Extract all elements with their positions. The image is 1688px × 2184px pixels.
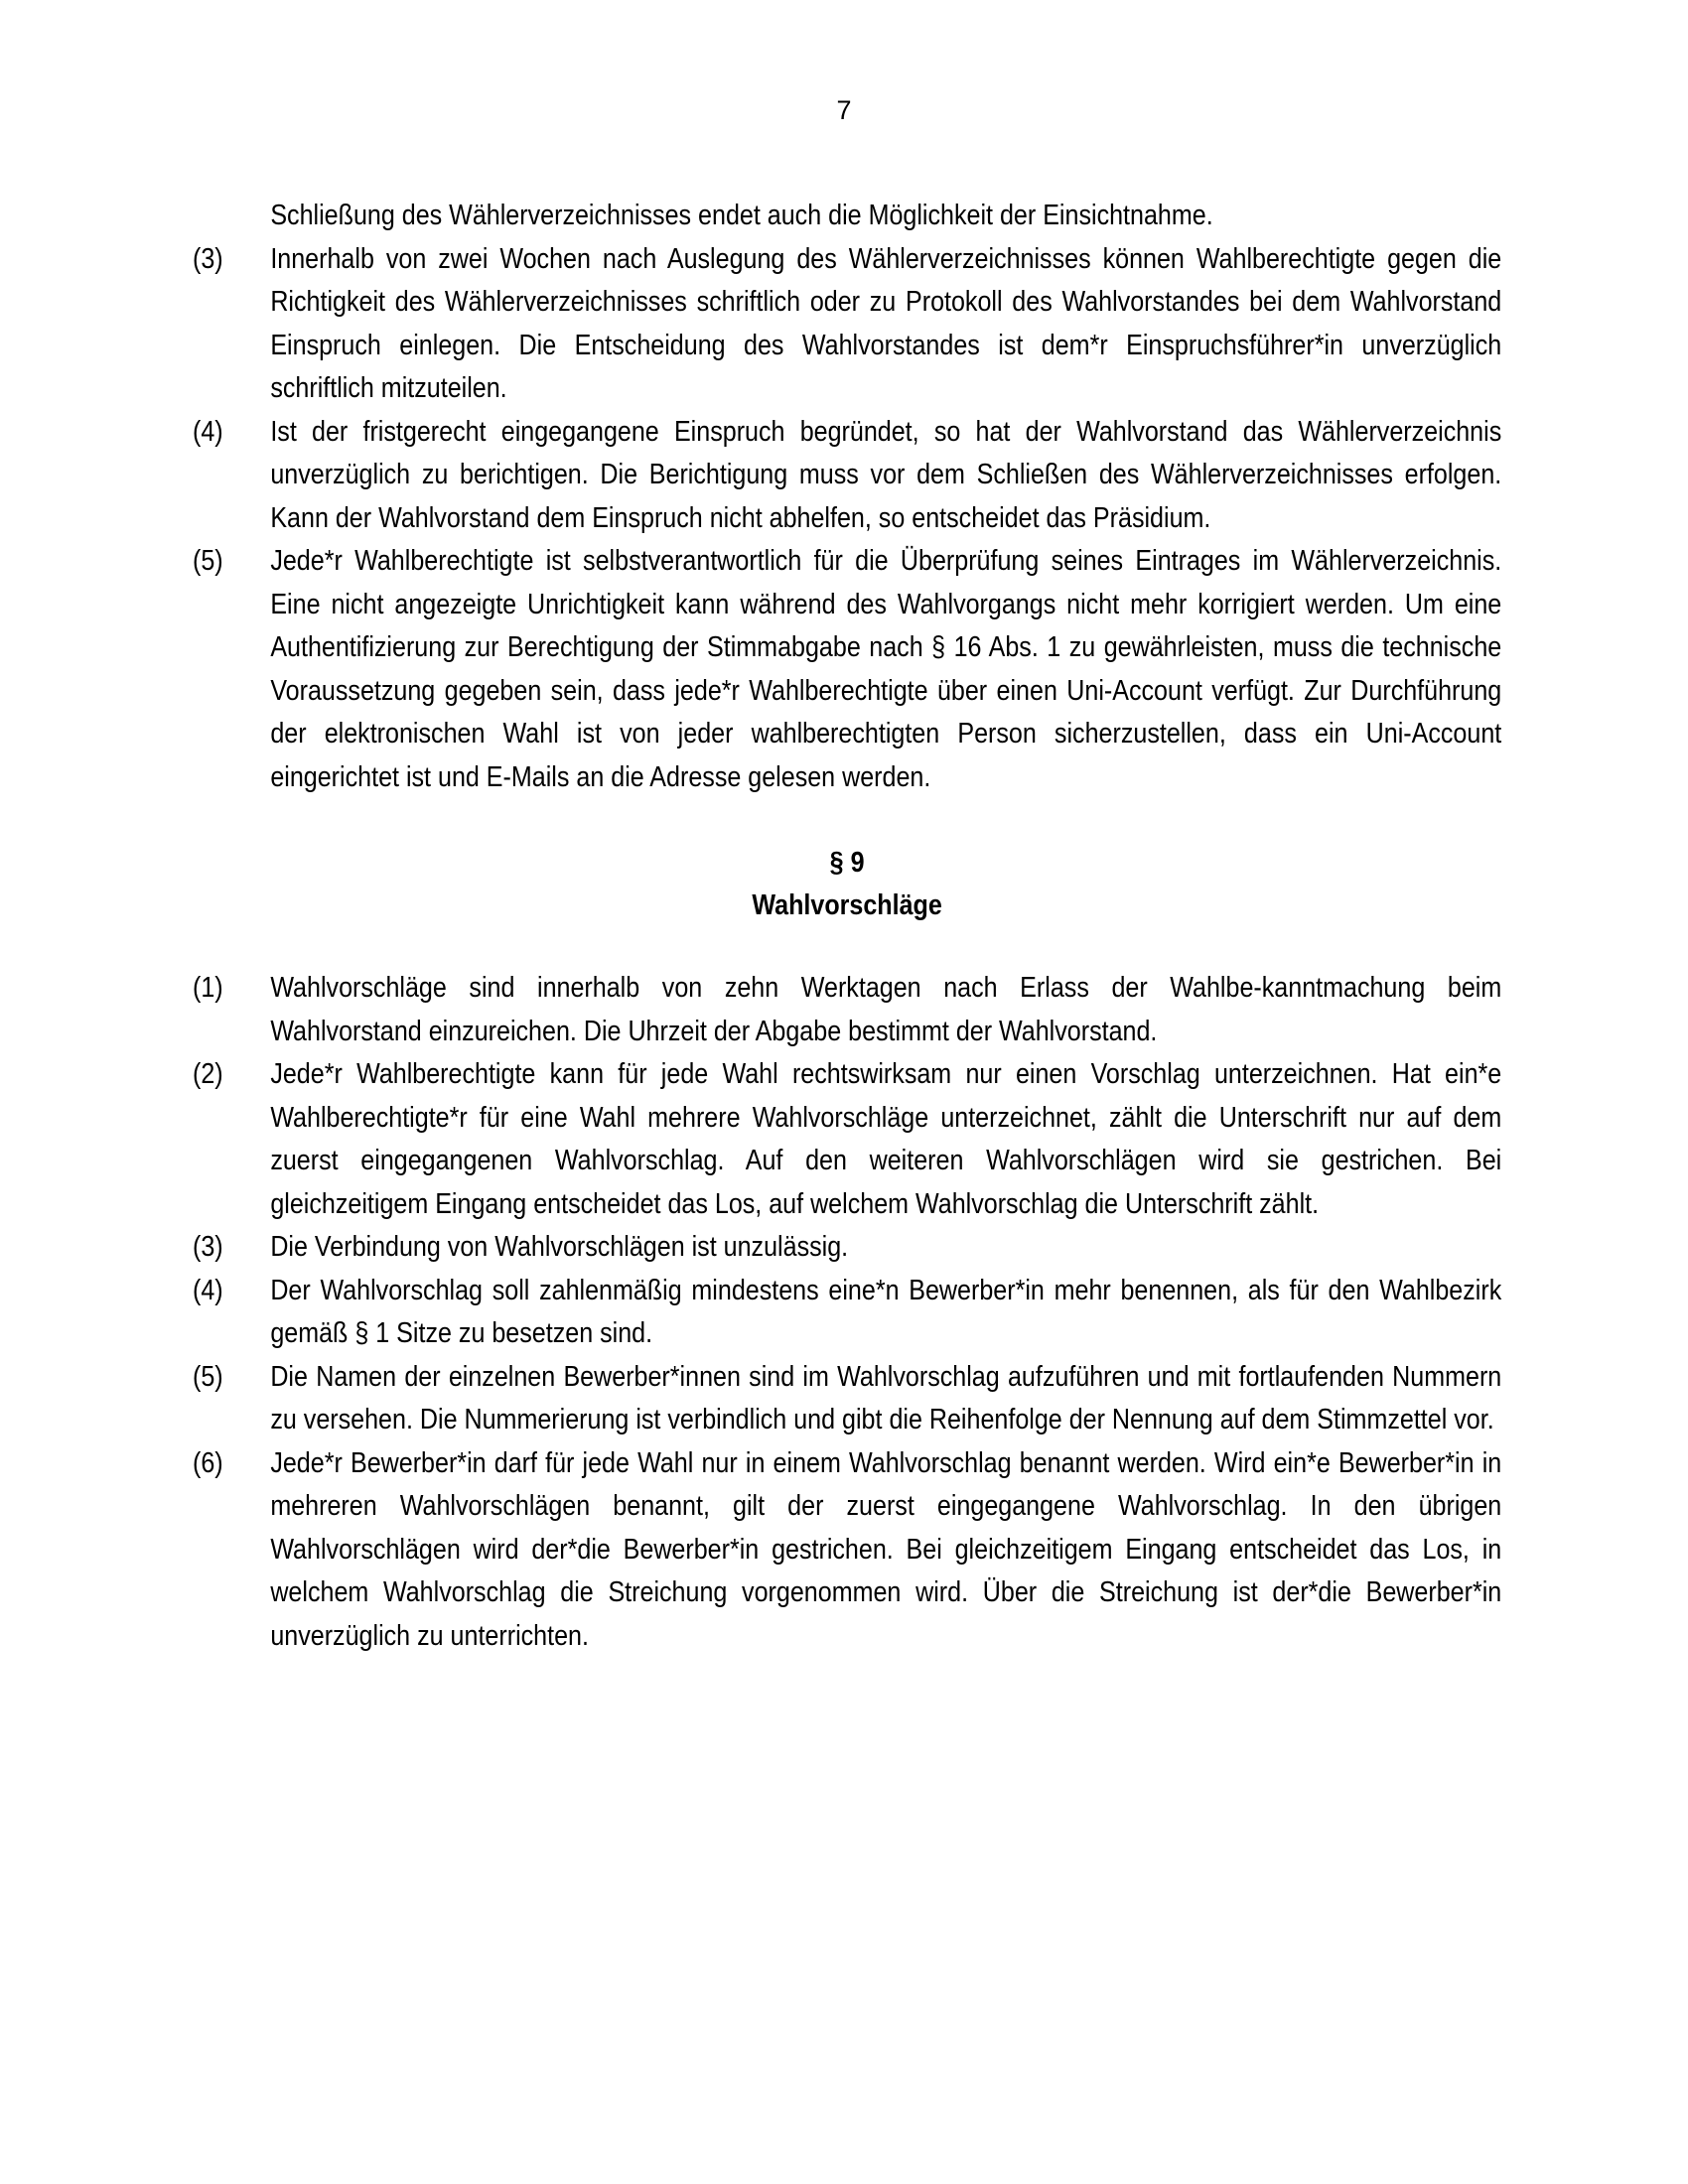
paragraph-number: (1) — [193, 972, 223, 1004]
continuation-text: Schließung des Wählerverzeichnisses endet auch die Möglichkeit der Einsichtnahme. — [270, 200, 1213, 231]
paragraph-number: (5) — [193, 1360, 223, 1393]
paragraph-3 — [193, 238, 1501, 411]
paragraph-number: (2) — [193, 1058, 223, 1090]
paragraph-number: (4) — [193, 415, 223, 448]
section-9-paragraph-5 — [193, 1356, 1501, 1442]
paragraph-4 — [193, 411, 1501, 541]
paragraph-5 — [193, 540, 1501, 799]
section-9-paragraph-4 — [193, 1270, 1501, 1356]
paragraph-number: (4) — [193, 1274, 223, 1306]
paragraph-text: Jede*r Wahlberechtigte kann für jede Wahl rechtswirksam nur einen Vorschlag unterzeichnen. Hat ein*e Wahlberechtigte*r für eine Wahl mehrere Wahlvorschläge unterzeichnet, zählt die Unterschrift nur auf dem zuerst eingegangenen Wahlvorschlag. Auf den weiteren Wahlvorschlägen wird sie gestrichen. Bei gleichzeitigem Eingang entscheidet das Los, auf welchem Wahlvorschlag die Unterschrift zählt. — [270, 1058, 1502, 1220]
page-number: 7 — [836, 95, 852, 125]
paragraph-text: Die Verbindung von Wahlvorschlägen ist unzulässig. — [270, 1231, 849, 1263]
paragraph-text: Ist der fristgerecht eingegangene Einspruch begründet, so hat der Wahlvorstand das Wählerverzeichnis unverzüglich zu berichtigen. Die Berichtigung muss vor dem Schließen des Wählerverzeichnisses erfolgen. Kann der Wahlvorstand dem Einspruch nicht abhelfen, so entscheidet das Präsidium. — [270, 415, 1502, 534]
section-9-paragraph-6 — [193, 1442, 1501, 1659]
paragraph-text: Die Namen der einzelnen Bewerber*innen sind im Wahlvorschlag aufzuführen und mit fortlaufenden Nummern zu versehen. Die Nummerierung ist verbindlich und gibt die Reihenfolge der Nennung auf dem Stimmzettel vor. — [270, 1360, 1502, 1435]
paragraph-number: (5) — [193, 545, 223, 577]
section-9-paragraph-2 — [193, 1053, 1501, 1226]
paragraph-number: (3) — [193, 1231, 223, 1263]
paragraph-text: Wahlvorschläge sind innerhalb von zehn Werktagen nach Erlass der Wahlbe-kanntmachung beim Wahlvorstand einzureichen. Die Uhrzeit der Abgabe bestimmt der Wahlvorstand. — [270, 972, 1502, 1047]
paragraph-number: (3) — [193, 242, 223, 275]
section-title: Wahlvorschläge — [752, 889, 942, 921]
section-9-paragraph-3 — [193, 1226, 1501, 1270]
paragraph-number: (6) — [193, 1446, 223, 1479]
section-9-paragraph-1 — [193, 967, 1501, 1053]
section-number: § 9 — [829, 847, 865, 879]
paragraph-text: Innerhalb von zwei Wochen nach Auslegung des Wählerverzeichnisses können Wahlberechtigte gegen die Richtigkeit des Wählerverzeichnisses schriftlich oder zu Protokoll des Wahlvorstandes bei dem Wahlvorstand Einspruch einlegen. Die Entscheidung des Wahlvorstandes ist dem*r Einspruchsführer*in unverzüglich schriftlich mitzuteilen. — [270, 242, 1502, 404]
paragraph-text: Der Wahlvorschlag soll zahlenmäßig mindestens eine*n Bewerber*in mehr benennen, als für den Wahlbezirk gemäß § 1 Sitze zu besetzen sind. — [270, 1274, 1502, 1349]
document-body — [193, 195, 1501, 1658]
section-heading — [193, 842, 1501, 927]
paragraph-text: Jede*r Bewerber*in darf für jede Wahl nur in einem Wahlvorschlag benannt werden. Wird ein*e Bewerber*in in mehreren Wahlvorschlägen benannt, gilt der zuerst eingegangene Wahlvorschlag. In den übrigen Wahlvorschlägen wird der*die Bewerber*in gestrichen. Bei gleichzeitigem Eingang entscheidet das Los, in welchem Wahlvorschlag die Streichung vorgenommen wird. Über die Streichung ist der*die Bewerber*in unverzüglich zu unterrichten. — [270, 1446, 1502, 1652]
paragraph-text: Jede*r Wahlberechtigte ist selbstverantwortlich für die Überprüfung seines Eintrages im Wählerverzeichnis. Eine nicht angezeigte Unrichtigkeit kann während des Wahlvorgangs nicht mehr korrigiert werden. Um eine Authentifizierung zur Berechtigung der Stimmabgabe nach § 16 Abs. 1 zu gewährleisten, muss die technische Voraussetzung gegeben sein, dass jede*r Wahlberechtigte über einen Uni-Account verfügt. Zur Durchführung der elektronischen Wahl ist von jeder wahlberechtigten Person sicherzustellen, dass ein Uni-Account eingerichtet ist und E-Mails an die Adresse gelesen werden. — [270, 545, 1502, 793]
